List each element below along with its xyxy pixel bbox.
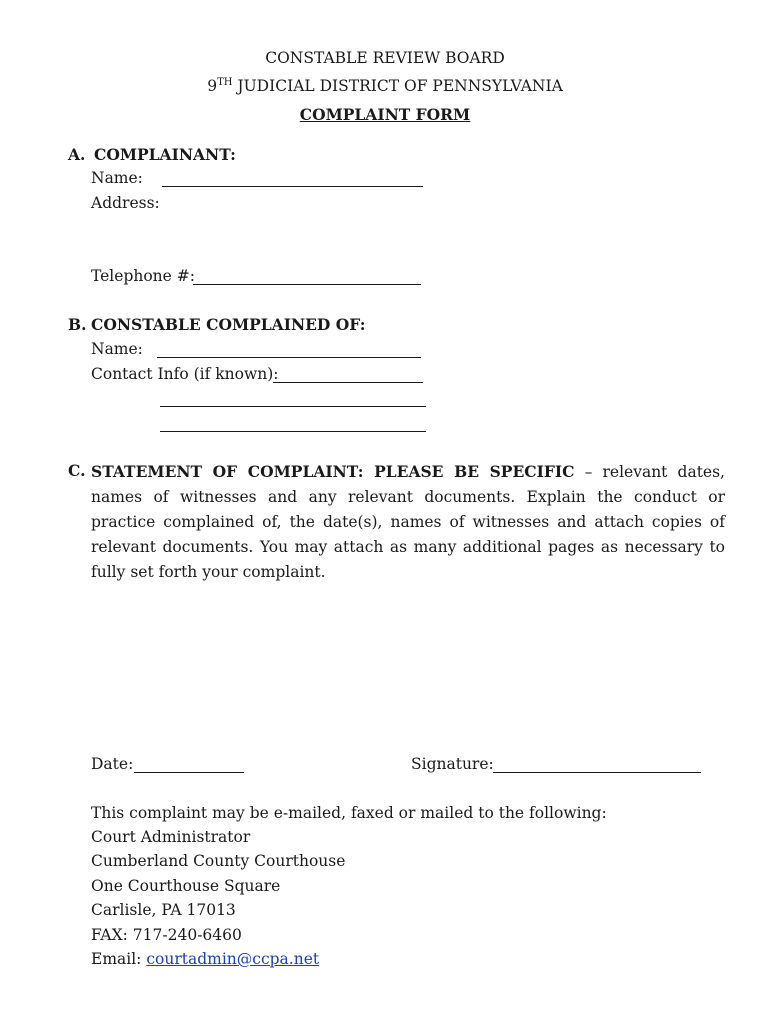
- section-b-label: B.: [68, 315, 87, 334]
- constable-contact-label: Contact Info (if known):: [91, 365, 279, 383]
- date-field[interactable]: [134, 772, 244, 773]
- constable-name-field[interactable]: [157, 357, 421, 358]
- complainant-address-label: Address:: [91, 194, 160, 212]
- constable-contact-line-2[interactable]: [160, 406, 426, 407]
- constable-contact-line-3[interactable]: [160, 431, 426, 432]
- email-row: [91, 950, 319, 968]
- signature-field[interactable]: [493, 772, 701, 773]
- section-a-title: COMPLAINANT:: [94, 145, 236, 164]
- section-b-title: CONSTABLE COMPLAINED OF:: [91, 315, 366, 334]
- complainant-name-label: Name:: [91, 169, 143, 187]
- address-line-3: One Courthouse Square: [91, 877, 281, 895]
- complainant-address-field[interactable]: [162, 194, 424, 254]
- complainant-telephone-field[interactable]: [193, 284, 421, 285]
- submission-instructions: This complaint may be e-mailed, faxed or mailed to the following:: [91, 804, 607, 822]
- signature-label: Signature:: [411, 755, 494, 773]
- district-title: 9TH JUDICIAL DISTRICT OF PENNSYLVANIA: [207, 77, 563, 95]
- section-c-label: C.: [68, 461, 86, 480]
- constable-contact-field[interactable]: [273, 382, 423, 383]
- statement-area[interactable]: [91, 565, 725, 740]
- date-label: Date:: [91, 755, 134, 773]
- section-a-label: A.: [68, 145, 86, 164]
- address-line-1: Court Administrator: [91, 828, 251, 846]
- address-line-4: Carlisle, PA 17013: [91, 901, 236, 919]
- complainant-telephone-label: Telephone #:: [91, 267, 195, 285]
- email-label: Email:: [91, 950, 147, 968]
- statement-title: STATEMENT OF COMPLAINT: PLEASE BE SPECIFIC: [91, 462, 575, 481]
- constable-name-label: Name:: [91, 340, 143, 358]
- statement-text: – relevant dates, names of witnesses and any relevant documents. Explain the conduct or practice complained of, the date(s), names of witnesses and attach copies of relevant documents. You may attach as many additional pages as necessary to fully set forth your complaint.: [91, 463, 725, 581]
- board-title: CONSTABLE REVIEW BOARD: [265, 49, 505, 67]
- fax-number: FAX: 717-240-6460: [91, 926, 242, 944]
- email-link[interactable]: courtadmin@ccpa.net: [146, 950, 320, 968]
- complainant-name-field[interactable]: [162, 186, 423, 187]
- form-title: COMPLAINT FORM: [299, 105, 471, 124]
- address-line-2: Cumberland County Courthouse: [91, 852, 346, 870]
